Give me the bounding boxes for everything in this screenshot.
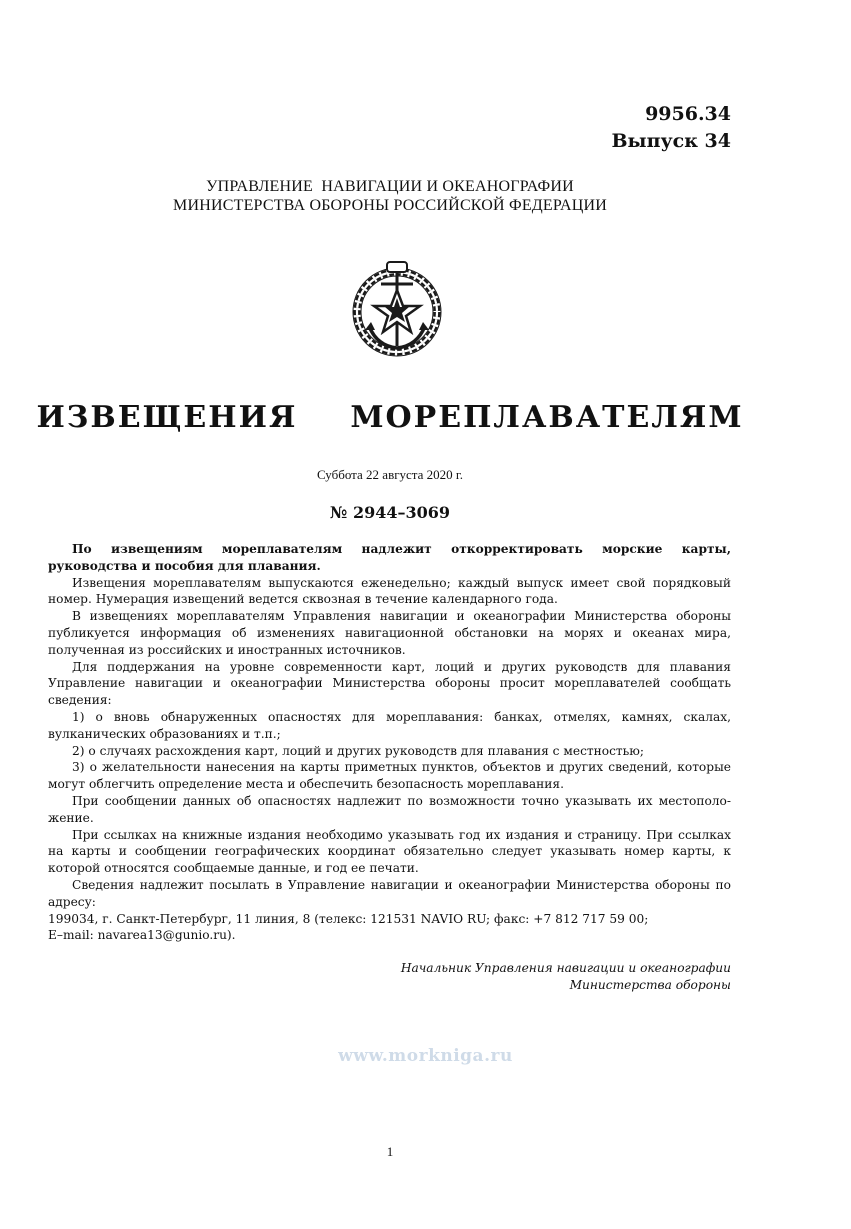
- paragraph-lead: По извещениям мореплавателям надлежит откорректировать морские карты, руководства и пособия для плавания.: [48, 542, 731, 573]
- issue-date: Суббота 22 августа 2020 г.: [316, 467, 464, 482]
- notice-range: № 2944–3069: [329, 503, 451, 522]
- signature-line-1: Начальник Управления навигации и океанографии: [400, 961, 731, 975]
- document-number-block: [611, 101, 731, 155]
- list-item: 2) о случаях расхождения карт, лоций и других руководств для плавания с местностью;: [72, 743, 645, 758]
- agency-line-2: МИНИСТЕРСТВА ОБОРОНЫ РОССИЙСКОЙ ФЕДЕРАЦИИ: [173, 197, 607, 214]
- list-item: 3) о желательности нанесения на карты приметных пунктов, объектов и других сведений, которые могут облегчить определение места и обеспечить безопасность мореплавания.: [48, 760, 731, 792]
- address-line-2: E–mail: navarea13@gunio.ru).: [48, 928, 236, 943]
- paragraph: При ссылках на книжные издания необходимо указывать год их издания и страницу. При ссылках на карты и сообщении географических координат обязательно следует указывать номер карты, к которой относятся сообщаемые данные, и год ее печати.: [48, 827, 731, 876]
- list-item: 1) о вновь обнаруженных опасностях для мореплавания: банках, отмелях, камнях, скалах, вулканических образованиях и т.п.;: [48, 709, 731, 741]
- page-number: 1: [386, 1144, 394, 1159]
- paragraph: Для поддержания на уровне современности карт, лоций и других руководств для плавания Управление навигации и океанографии Министерства обороны просит мореплавателей сообщать сведения:: [48, 659, 731, 708]
- body-text: [48, 541, 731, 944]
- watermark: www.morkniga.ru: [338, 1046, 513, 1066]
- document-number: 9956.34: [645, 103, 731, 125]
- address-line-1: 199034, г. Санкт-Петербург, 11 линия, 8 (телекс: 121531 NAVIO RU; факс: +7 812 717 59 00;: [48, 911, 649, 926]
- agency-line-1: УПРАВЛЕНИЕ НАВИГАЦИИ И ОКЕАНОГРАФИИ: [206, 178, 574, 195]
- paragraph: В извещениях мореплавателям Управления навигации и океанографии Министерства обороны публикуется информация об изменениях навигационной обстановки на морях и океанах мира, полученная из российских и иностранных источников.: [48, 609, 731, 657]
- agency-heading: [0, 177, 780, 215]
- signature-block: [401, 960, 731, 994]
- anchor-star-chain-emblem-icon: [347, 260, 447, 360]
- main-title: ИЗВЕЩЕНИЯ МОРЕПЛАВАТЕЛЯМ: [36, 400, 744, 435]
- issue-number: Выпуск 34: [611, 130, 731, 152]
- signature-line-2: Министерства обороны: [569, 978, 731, 992]
- paragraph: Извещения мореплавателям выпускаются еженедельно; каждый выпуск имеет свой порядковый номер. Нумерация извещений ведется сквозная в течение календарного года.: [48, 575, 731, 607]
- paragraph: Сведения надлежит посылать в Управление навигации и океанографии Министерства обороны по адресу:: [48, 877, 731, 909]
- paragraph: При сообщении данных об опасностях надлежит по возможности точно указывать их местополо- жение.: [48, 793, 731, 825]
